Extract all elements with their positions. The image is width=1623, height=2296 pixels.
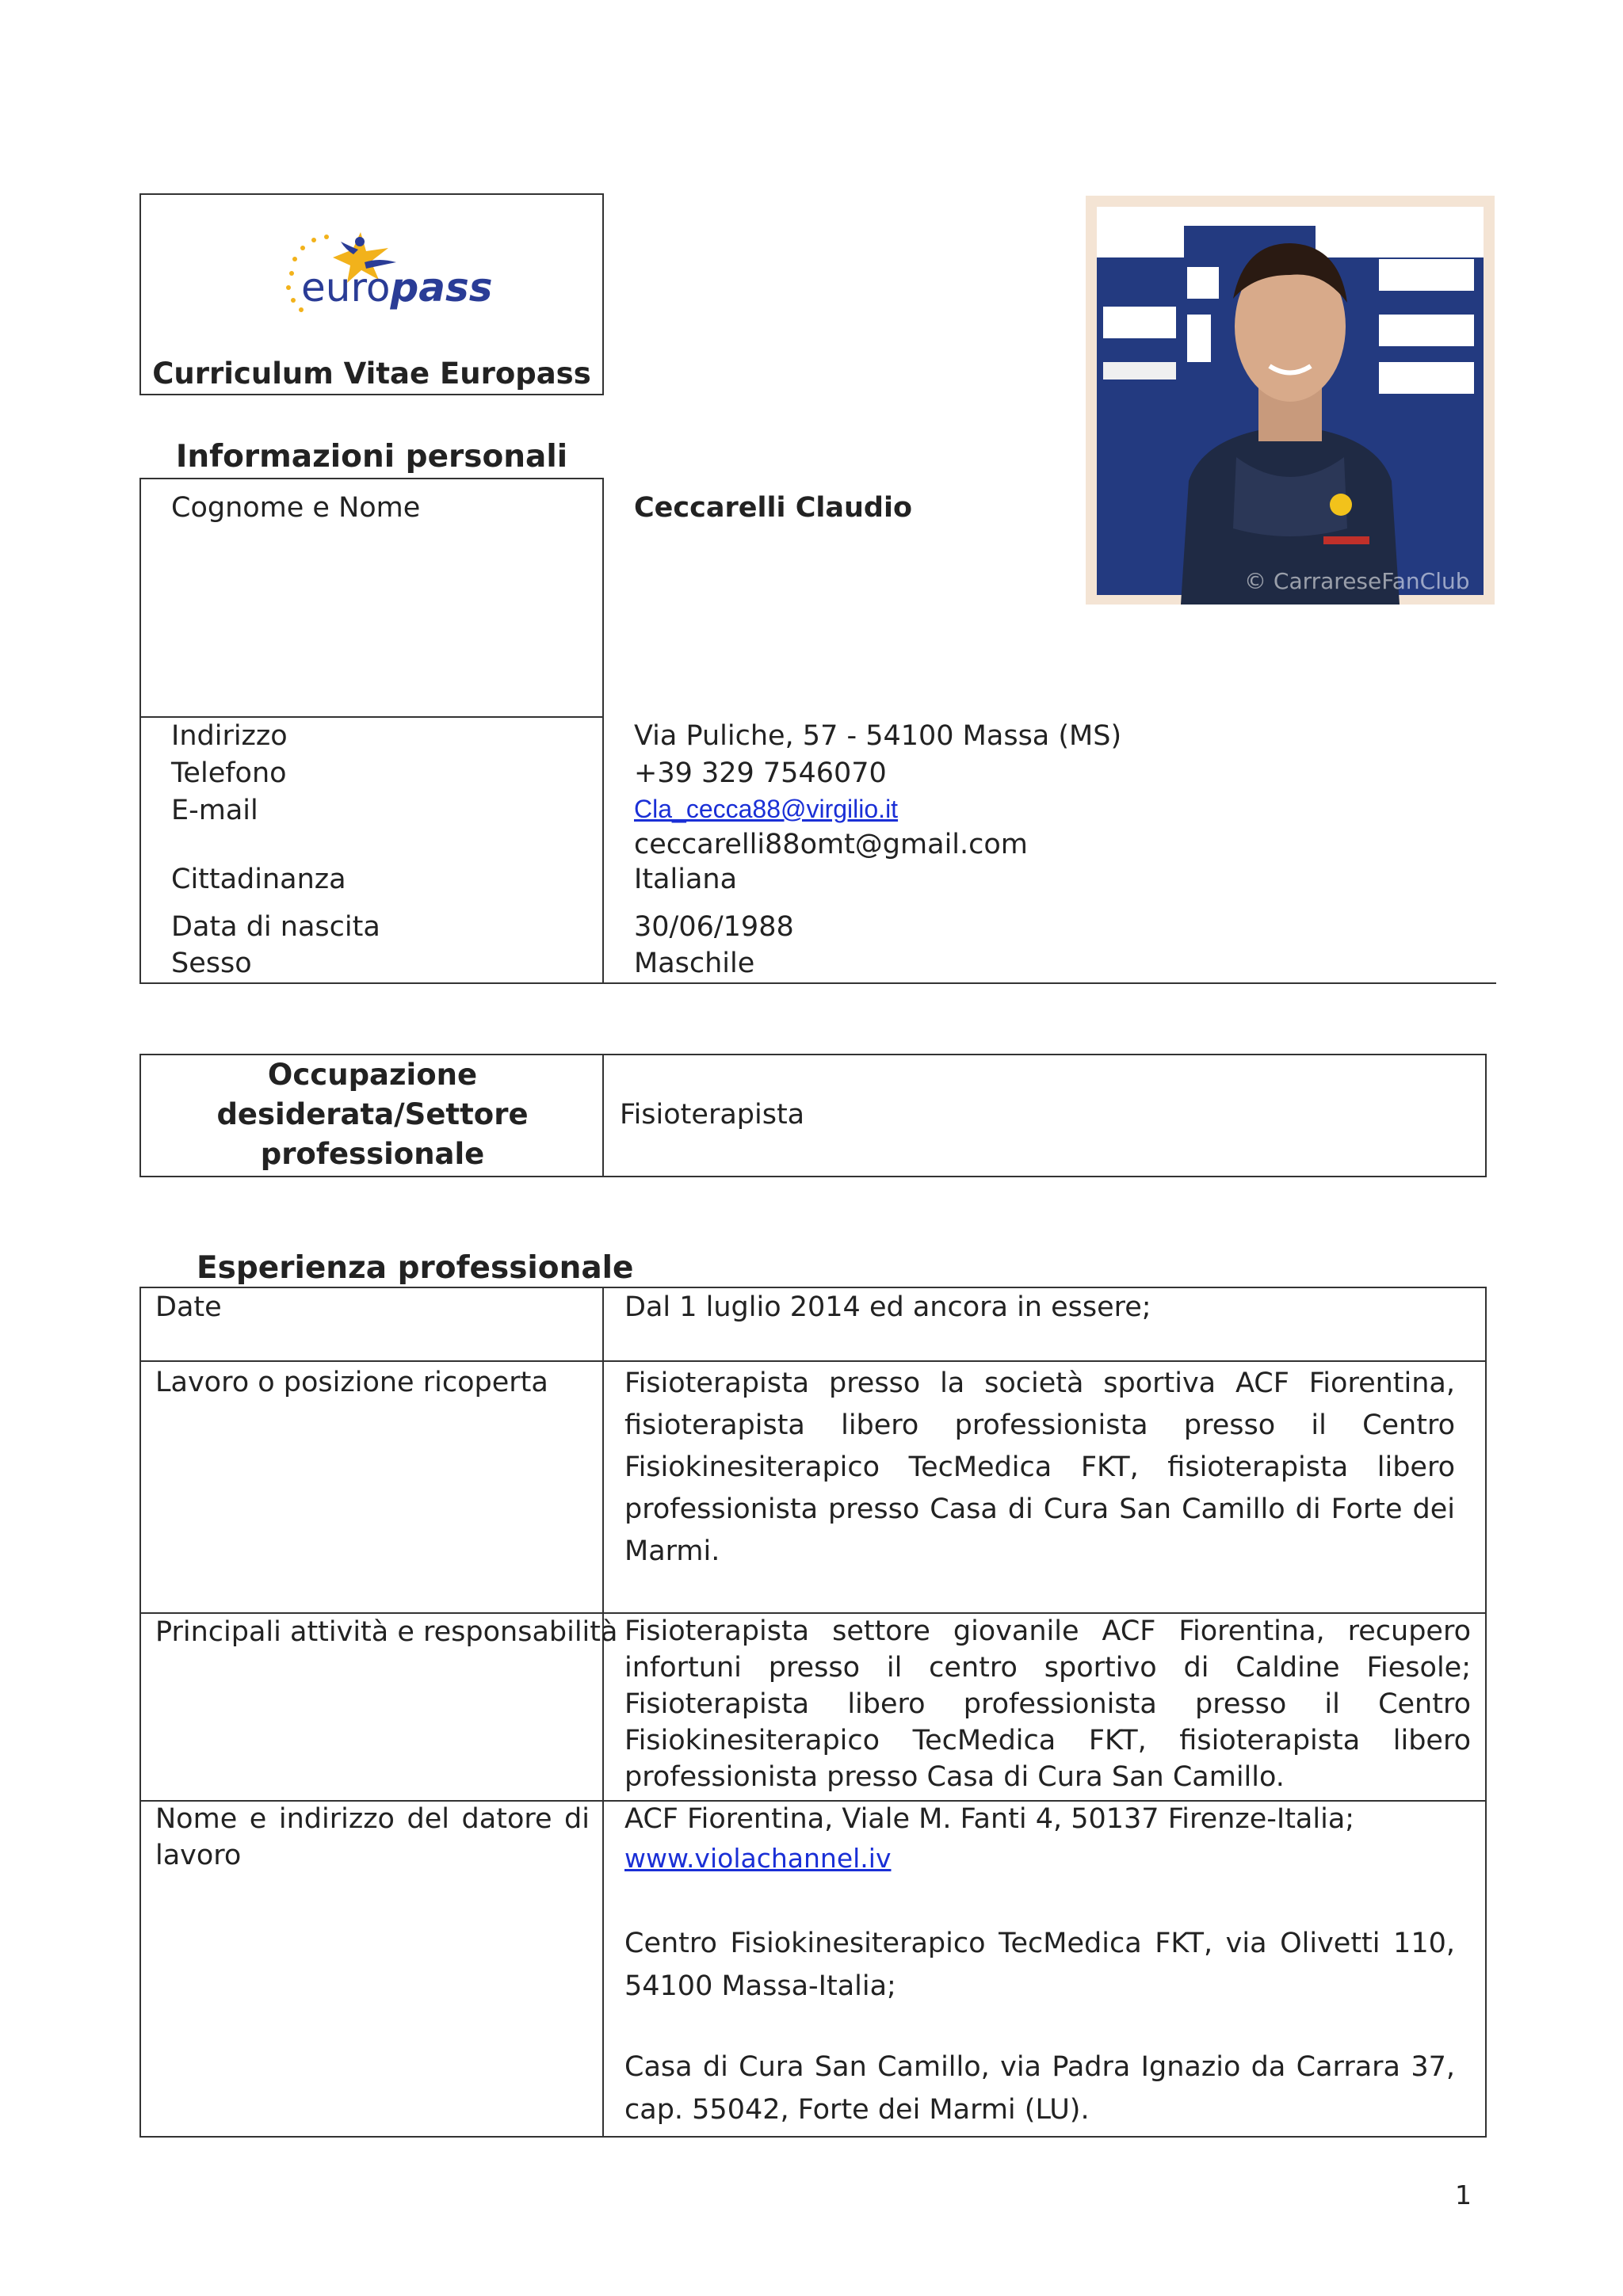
email-label: E-mail	[171, 795, 258, 826]
name-value: Ceccarelli Claudio	[634, 492, 913, 524]
name-label: Cognome e Nome	[171, 492, 421, 524]
person-photo-icon	[1086, 196, 1495, 605]
personal-details-bottom-border	[139, 982, 1496, 984]
citizenship-label: Cittadinanza	[171, 864, 346, 895]
birthdate-value: 30/06/1988	[634, 911, 794, 943]
phone-label: Telefono	[171, 757, 287, 789]
experience-heading: Esperienza professionale	[197, 1250, 634, 1286]
address-value: Via Puliche, 57 - 54100 Massa (MS)	[634, 720, 1122, 752]
date-label: Date	[155, 1291, 222, 1323]
profile-photo	[1086, 196, 1495, 605]
email-link[interactable]: Cla_cecca88@virgilio.it	[634, 795, 899, 823]
experience-column-divider	[602, 1287, 604, 2138]
employer-2: Centro Fisiokinesiterapico TecMedica FKT, via Olivetti 110, 54100 Massa-Italia;	[624, 1928, 1455, 2002]
activities-label: Principali attività e responsabilità	[155, 1616, 618, 1648]
occupation-divider	[602, 1054, 604, 1177]
page-number: 1	[1455, 2180, 1472, 2210]
employer-3: Casa di Cura San Camillo, via Padra Ignazio da Carrara 37, cap. 55042, Forte dei Marmi (LU).	[624, 2051, 1455, 2126]
logo-pass-text: pass	[390, 265, 493, 311]
cv-title: Curriculum Vitae Europass	[152, 357, 591, 391]
job-value: Fisioterapista presso la società sportiva ACF Fiorentina, fisioterapista libero professionista presso il Centro Fisiokinesiterapico TecMedica FKT, fisioterapista libero professionista presso Casa di Cura San Camillo di Forte dei Marmi.	[624, 1367, 1455, 1567]
email-secondary-value: ceccarelli88omt@gmail.com	[634, 829, 1028, 860]
employer-label: Nome e indirizzo del datore di lavoro	[155, 1803, 590, 1871]
phone-value: +39 329 7546070	[634, 757, 887, 789]
citizenship-value: Italiana	[634, 864, 738, 895]
personal-details-left-border	[139, 717, 141, 984]
sex-value: Maschile	[634, 948, 755, 979]
sex-label: Sesso	[171, 948, 252, 979]
occupation-value: Fisioterapista	[620, 1099, 805, 1131]
birthdate-label: Data di nascita	[171, 911, 380, 943]
employer-1-website-link[interactable]: www.violachannel.iv	[624, 1843, 892, 1874]
experience-row-divider-1	[139, 1360, 1487, 1362]
job-label: Lavoro o posizione ricoperta	[155, 1367, 548, 1398]
employer-1: ACF Fiorentina, Viale M. Fanti 4, 50137 Firenze-Italia;	[624, 1803, 1355, 1835]
activities-value: Fisioterapista settore giovanile ACF Fiorentina, recupero infortuni presso il centro sportivo di Caldine Fiesole; Fisioterapista libero professionista presso il Centro Fisiokinesiterapico TecMedica FKT, fisioterapista libero professionista presso Casa di Cura San Camillo.	[624, 1615, 1471, 1793]
photo-watermark: © CarraresеFanClub	[1244, 568, 1470, 594]
date-value: Dal 1 luglio 2014 ed ancora in essere;	[624, 1291, 1151, 1323]
europass-wordmark	[301, 264, 493, 311]
occupation-label: Occupazione desiderata/Settore professionale	[216, 1058, 529, 1171]
personal-info-heading: Informazioni personali	[175, 439, 568, 475]
address-label: Indirizzo	[171, 720, 288, 752]
personal-details-divider	[602, 717, 604, 984]
logo-euro-text: euro	[301, 265, 391, 311]
